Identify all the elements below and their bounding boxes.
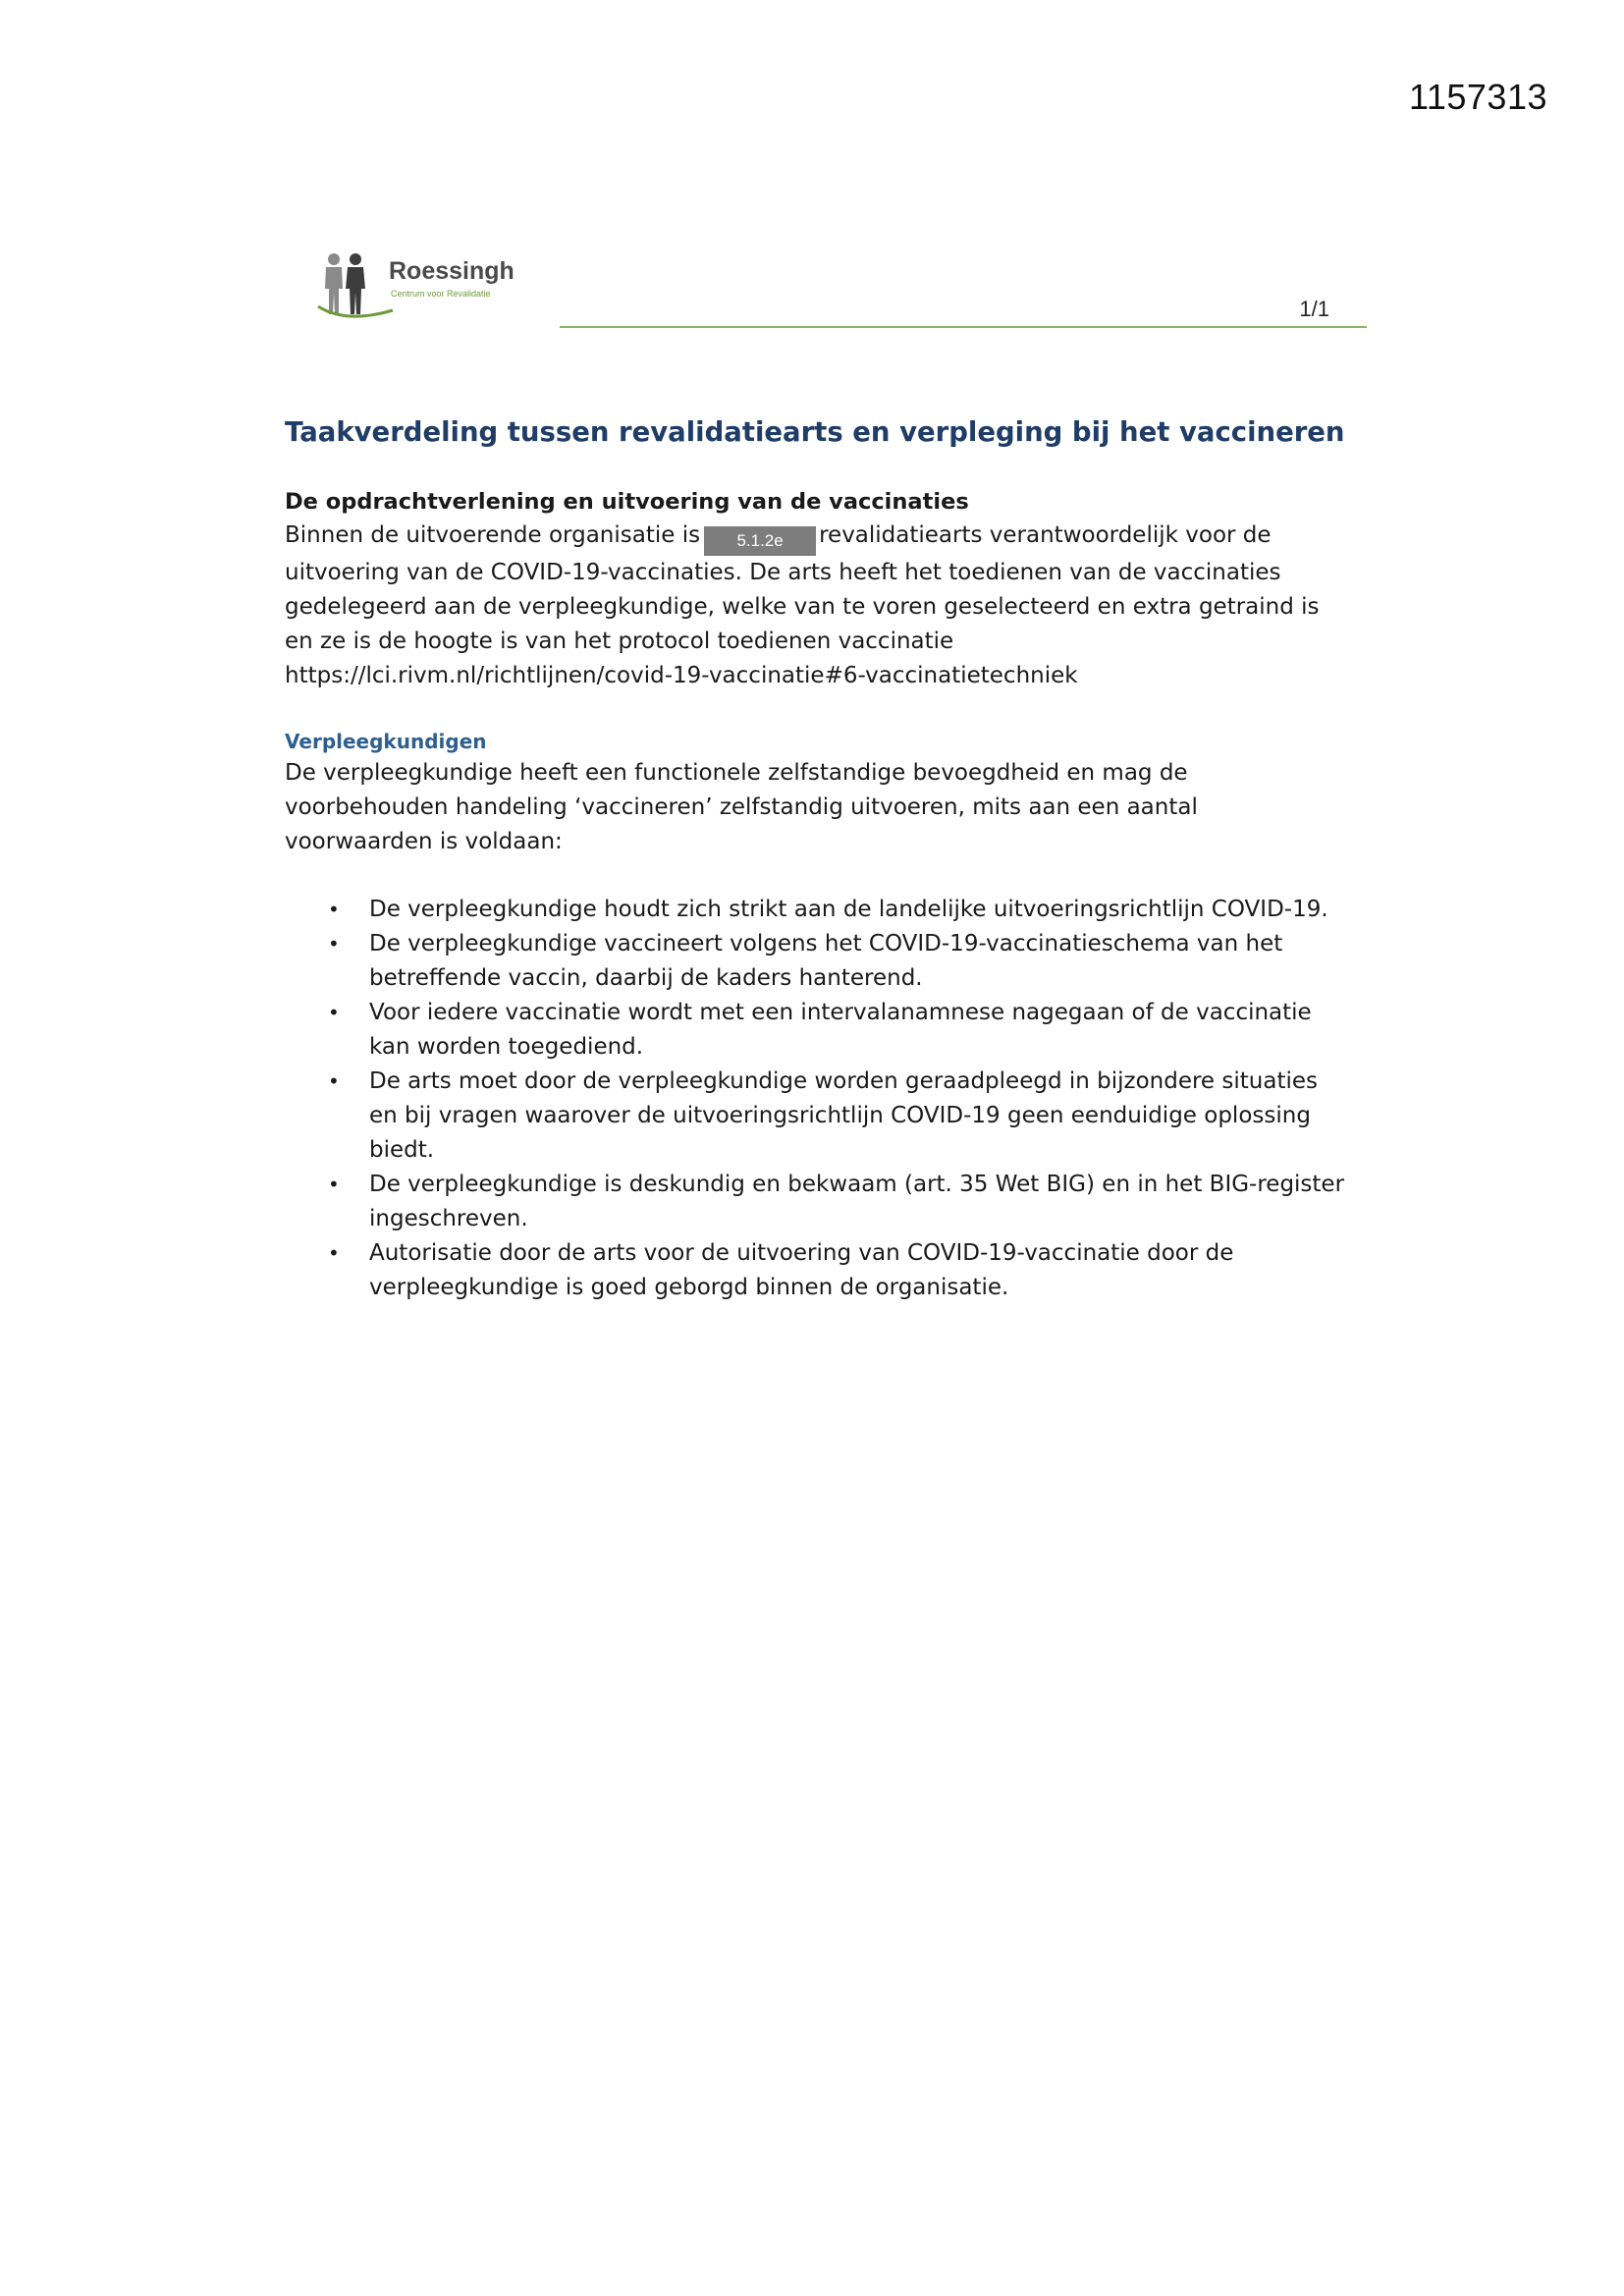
document-title: Taakverdeling tussen revalidatiearts en verpleging bij het vaccineren [285,416,1345,448]
section-heading-verpleegkundigen: Verpleegkundigen [285,730,487,753]
section-heading-opdrachtverlening: De opdrachtverlening en uitvoering van de vaccinaties [285,489,969,515]
paragraph-opdrachtverlening [285,519,1365,693]
paragraph-line: en ze is de hoogte is van het protocol toedienen vaccinatie [285,629,954,654]
text-run: revalidatiearts verantwoordelijk voor de [819,522,1272,548]
bullet-icon: • [328,1001,340,1024]
bullet-icon: • [328,1241,340,1265]
page-header [316,251,1367,330]
list-item [285,1065,1365,1168]
paragraph-line: De verpleegkundige heeft een functionele zelfstandige bevoegdheid en mag de [285,760,1188,786]
protocol-url: https://lci.rivm.nl/richtlijnen/covid-19-vaccinatie#6-vaccinatietechniek [285,663,1078,688]
list-item-line: De verpleegkundige vaccineert volgens het COVID-19-vaccinatieschema van het [369,931,1283,957]
paragraph-line: voorbehouden handeling ‘vaccineren’ zelfstandig uitvoeren, mits aan een aantal [285,794,1198,820]
list-item [285,893,1365,927]
paragraph-line [285,519,1365,556]
paragraph-line: uitvoering van de COVID-19-vaccinaties. De arts heeft het toedienen van de vaccinaties [285,560,1281,585]
header-divider [560,326,1367,328]
page-number: 1/1 [1299,297,1329,321]
list-item [285,1168,1365,1236]
list-item-line: en bij vragen waarover de uitvoeringsrichtlijn COVID-19 geen eenduidige oplossing [369,1103,1311,1128]
list-item [285,1236,1365,1305]
list-item-line: verpleegkundige is goed geborgd binnen de organisatie. [369,1275,1009,1300]
paragraph-verpleegkundigen [285,756,1365,859]
bullet-icon: • [328,1173,340,1196]
logo-name: Roessingh [389,257,514,285]
list-item-line: De verpleegkundige houdt zich strikt aan de landelijke uitvoeringsrichtlijn COVID-19. [369,897,1328,922]
list-item-line: ingeschreven. [369,1206,528,1231]
walking-figures-icon [316,251,395,326]
list-item [285,996,1365,1065]
logo-tagline: Centrum voor Revalidatie [391,289,491,299]
text-run: Binnen de uitvoerende organisatie is [285,522,701,548]
list-item-line: betreffende vaccin, daarbij de kaders hanterend. [369,965,923,991]
bullet-icon: • [328,898,340,921]
paragraph-line: gedelegeerd aan de verpleegkundige, welke van te voren geselecteerd en extra getraind is [285,594,1320,620]
paragraph-line: voorwaarden is voldaan: [285,829,563,854]
roessingh-logo [316,251,542,326]
list-item [285,927,1365,996]
list-item-line: Autorisatie door de arts voor de uitvoering van COVID-19-vaccinatie door de [369,1240,1234,1266]
bullet-icon: • [328,1069,340,1093]
bullet-icon: • [328,932,340,956]
document-body [285,412,1365,1305]
document-id: 1157313 [1409,77,1547,117]
list-item-line: De verpleegkundige is deskundig en bekwaam (art. 35 Wet BIG) en in het BIG-register [369,1172,1345,1197]
conditions-list [285,893,1365,1305]
redaction-box: 5.1.2e [704,526,816,556]
list-item-line: biedt. [369,1137,435,1163]
list-item-line: Voor iedere vaccinatie wordt met een intervalanamnese nagegaan of de vaccinatie [369,1000,1312,1025]
list-item-line: De arts moet door de verpleegkundige worden geraadpleegd in bijzondere situaties [369,1068,1318,1094]
list-item-line: kan worden toegediend. [369,1034,644,1060]
